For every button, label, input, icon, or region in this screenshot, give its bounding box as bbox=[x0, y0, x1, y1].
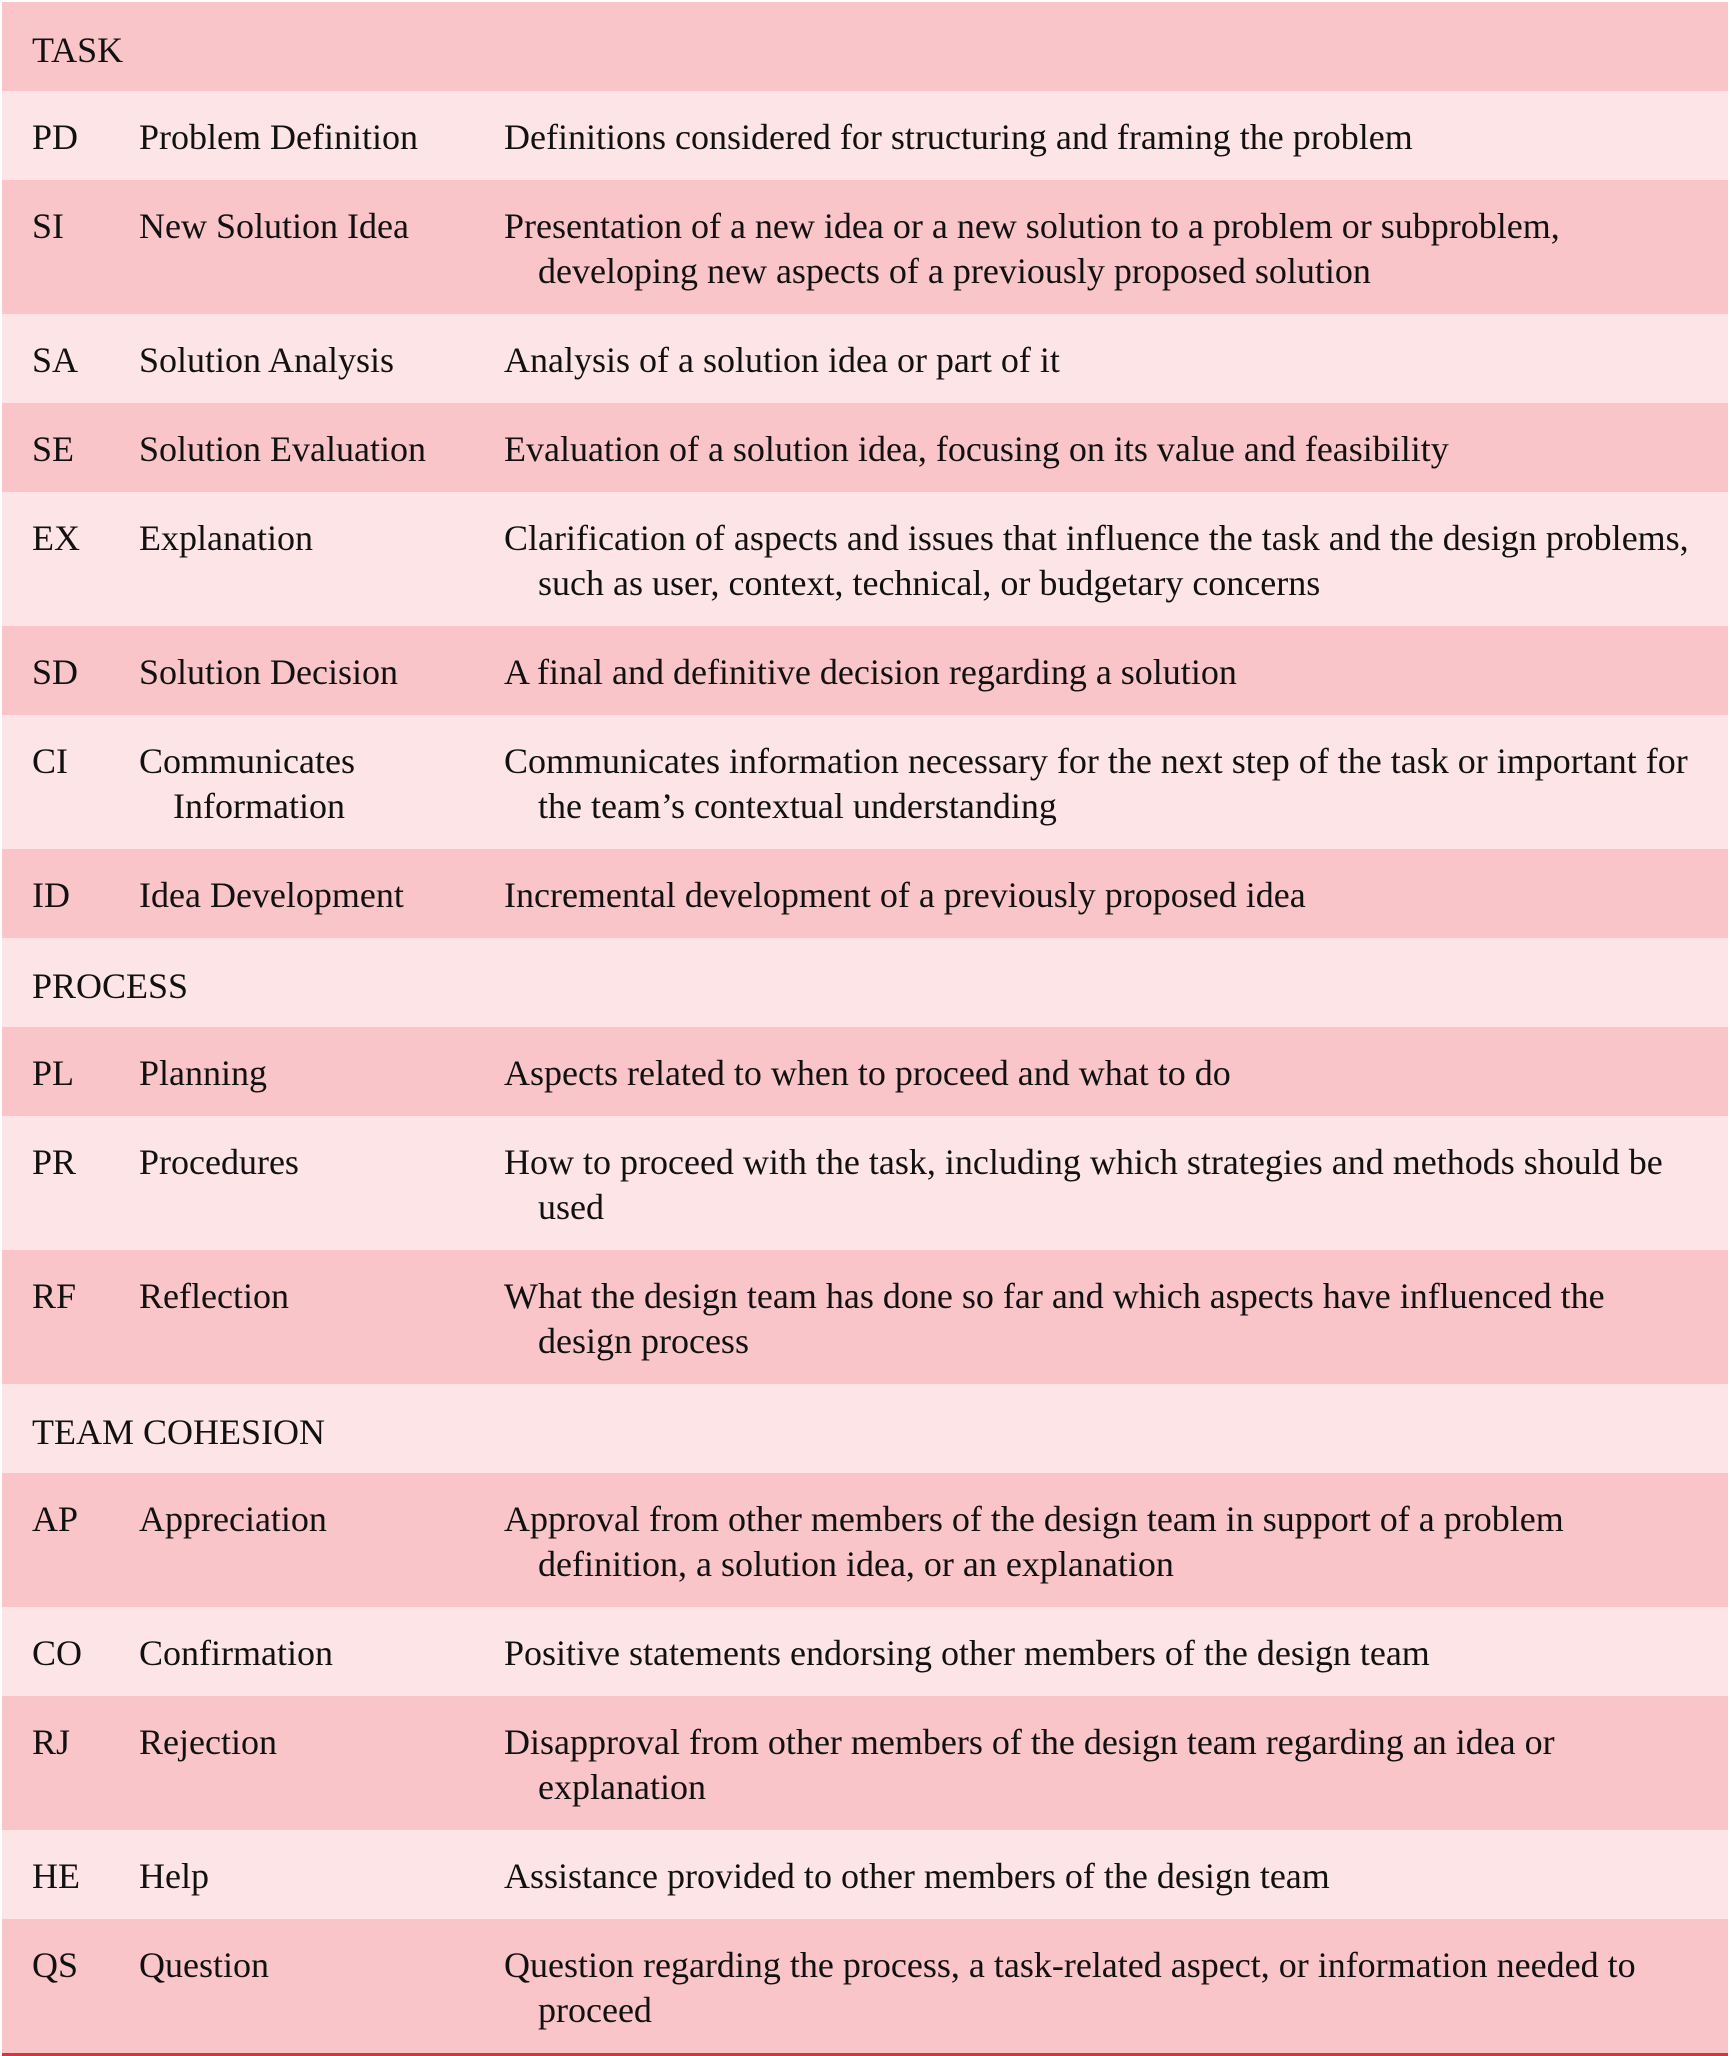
table-row bbox=[2, 1830, 1728, 1919]
row-description: Positive statements endorsing other members of the design team bbox=[504, 1633, 1430, 1673]
row-code: RF bbox=[32, 1276, 77, 1316]
row-code: PR bbox=[32, 1142, 77, 1182]
row-code: SI bbox=[32, 206, 65, 246]
table-row bbox=[2, 1027, 1728, 1116]
row-name: Procedures bbox=[139, 1142, 299, 1182]
section-header-process bbox=[2, 938, 1728, 1027]
row-description: Aspects related to when to proceed and what to do bbox=[504, 1053, 1231, 1093]
table-row bbox=[2, 403, 1728, 492]
row-name: Planning bbox=[139, 1053, 268, 1093]
row-description: A final and definitive decision regarding a solution bbox=[504, 652, 1237, 692]
section-title: TEAM COHESION bbox=[32, 1412, 325, 1452]
row-name: Explanation bbox=[139, 518, 313, 558]
table-row bbox=[2, 1473, 1728, 1607]
row-description: Assistance provided to other members of the design team bbox=[504, 1856, 1330, 1896]
table-row bbox=[2, 715, 1728, 849]
table-row bbox=[2, 1696, 1728, 1830]
row-name: Problem Definition bbox=[139, 117, 418, 157]
row-description: Approval from other members of the design team in support of a problem definition, a solution idea, or an explanation bbox=[504, 1499, 1564, 1584]
row-description: Evaluation of a solution idea, focusing on its value and feasibility bbox=[504, 429, 1449, 469]
table-row bbox=[2, 1607, 1728, 1696]
row-name: Reflection bbox=[139, 1276, 289, 1316]
row-description: Presentation of a new idea or a new solution to a problem or subproblem, developing new aspects of a previously proposed solution bbox=[504, 206, 1560, 291]
row-description: Definitions considered for structuring and framing the problem bbox=[504, 117, 1413, 157]
row-description: What the design team has done so far and which aspects have influenced the design process bbox=[504, 1276, 1605, 1361]
row-description: Analysis of a solution idea or part of it bbox=[504, 340, 1060, 380]
row-description: Communicates information necessary for the next step of the task or important for the team’s contextual understanding bbox=[504, 741, 1688, 826]
row-code: PD bbox=[32, 117, 79, 157]
table-row bbox=[2, 91, 1728, 180]
table-row bbox=[2, 849, 1728, 938]
row-name: Appreciation bbox=[139, 1499, 327, 1539]
row-description: Incremental development of a previously proposed idea bbox=[504, 875, 1306, 915]
row-name: Solution Decision bbox=[139, 652, 398, 692]
table-row bbox=[2, 180, 1728, 314]
row-code: PL bbox=[32, 1053, 75, 1093]
row-description: Disapproval from other members of the design team regarding an idea or explanation bbox=[504, 1722, 1555, 1807]
table-row bbox=[2, 1250, 1728, 1384]
coding-scheme-table bbox=[2, 2, 1728, 2056]
section-header-task bbox=[2, 2, 1728, 91]
row-name: Solution Analysis bbox=[139, 340, 395, 380]
row-description: Clarification of aspects and issues that influence the task and the design problems, such as user, context, technical, or budgetary concerns bbox=[504, 518, 1689, 603]
row-name: Solution Evaluation bbox=[139, 429, 426, 469]
row-code: CO bbox=[32, 1633, 83, 1673]
table-row bbox=[2, 492, 1728, 626]
row-code: SD bbox=[32, 652, 79, 692]
row-code: ID bbox=[32, 875, 70, 915]
row-name: Confirmation bbox=[139, 1633, 333, 1673]
row-code: EX bbox=[32, 518, 80, 558]
row-code: HE bbox=[32, 1856, 80, 1896]
row-name: Communicates Information bbox=[139, 741, 355, 826]
row-code: QS bbox=[32, 1945, 79, 1985]
row-name: Help bbox=[139, 1856, 209, 1896]
row-description: Question regarding the process, a task-related aspect, or information needed to proceed bbox=[504, 1945, 1636, 2030]
table-row bbox=[2, 1919, 1728, 2053]
row-name: Question bbox=[139, 1945, 269, 1985]
table-row bbox=[2, 1116, 1728, 1250]
table-row bbox=[2, 626, 1728, 715]
section-title: PROCESS bbox=[32, 966, 189, 1006]
table-row bbox=[2, 314, 1728, 403]
section-title: TASK bbox=[32, 30, 124, 70]
row-code: SA bbox=[32, 340, 79, 380]
row-code: RJ bbox=[32, 1722, 71, 1762]
row-code: CI bbox=[32, 741, 68, 781]
row-name: Rejection bbox=[139, 1722, 277, 1762]
row-name: Idea Development bbox=[139, 875, 404, 915]
row-description: How to proceed with the task, including which strategies and methods should be used bbox=[504, 1142, 1663, 1227]
row-code: AP bbox=[32, 1499, 79, 1539]
row-name: New Solution Idea bbox=[139, 206, 409, 246]
section-header-team-cohesion bbox=[2, 1384, 1728, 1473]
row-code: SE bbox=[32, 429, 75, 469]
